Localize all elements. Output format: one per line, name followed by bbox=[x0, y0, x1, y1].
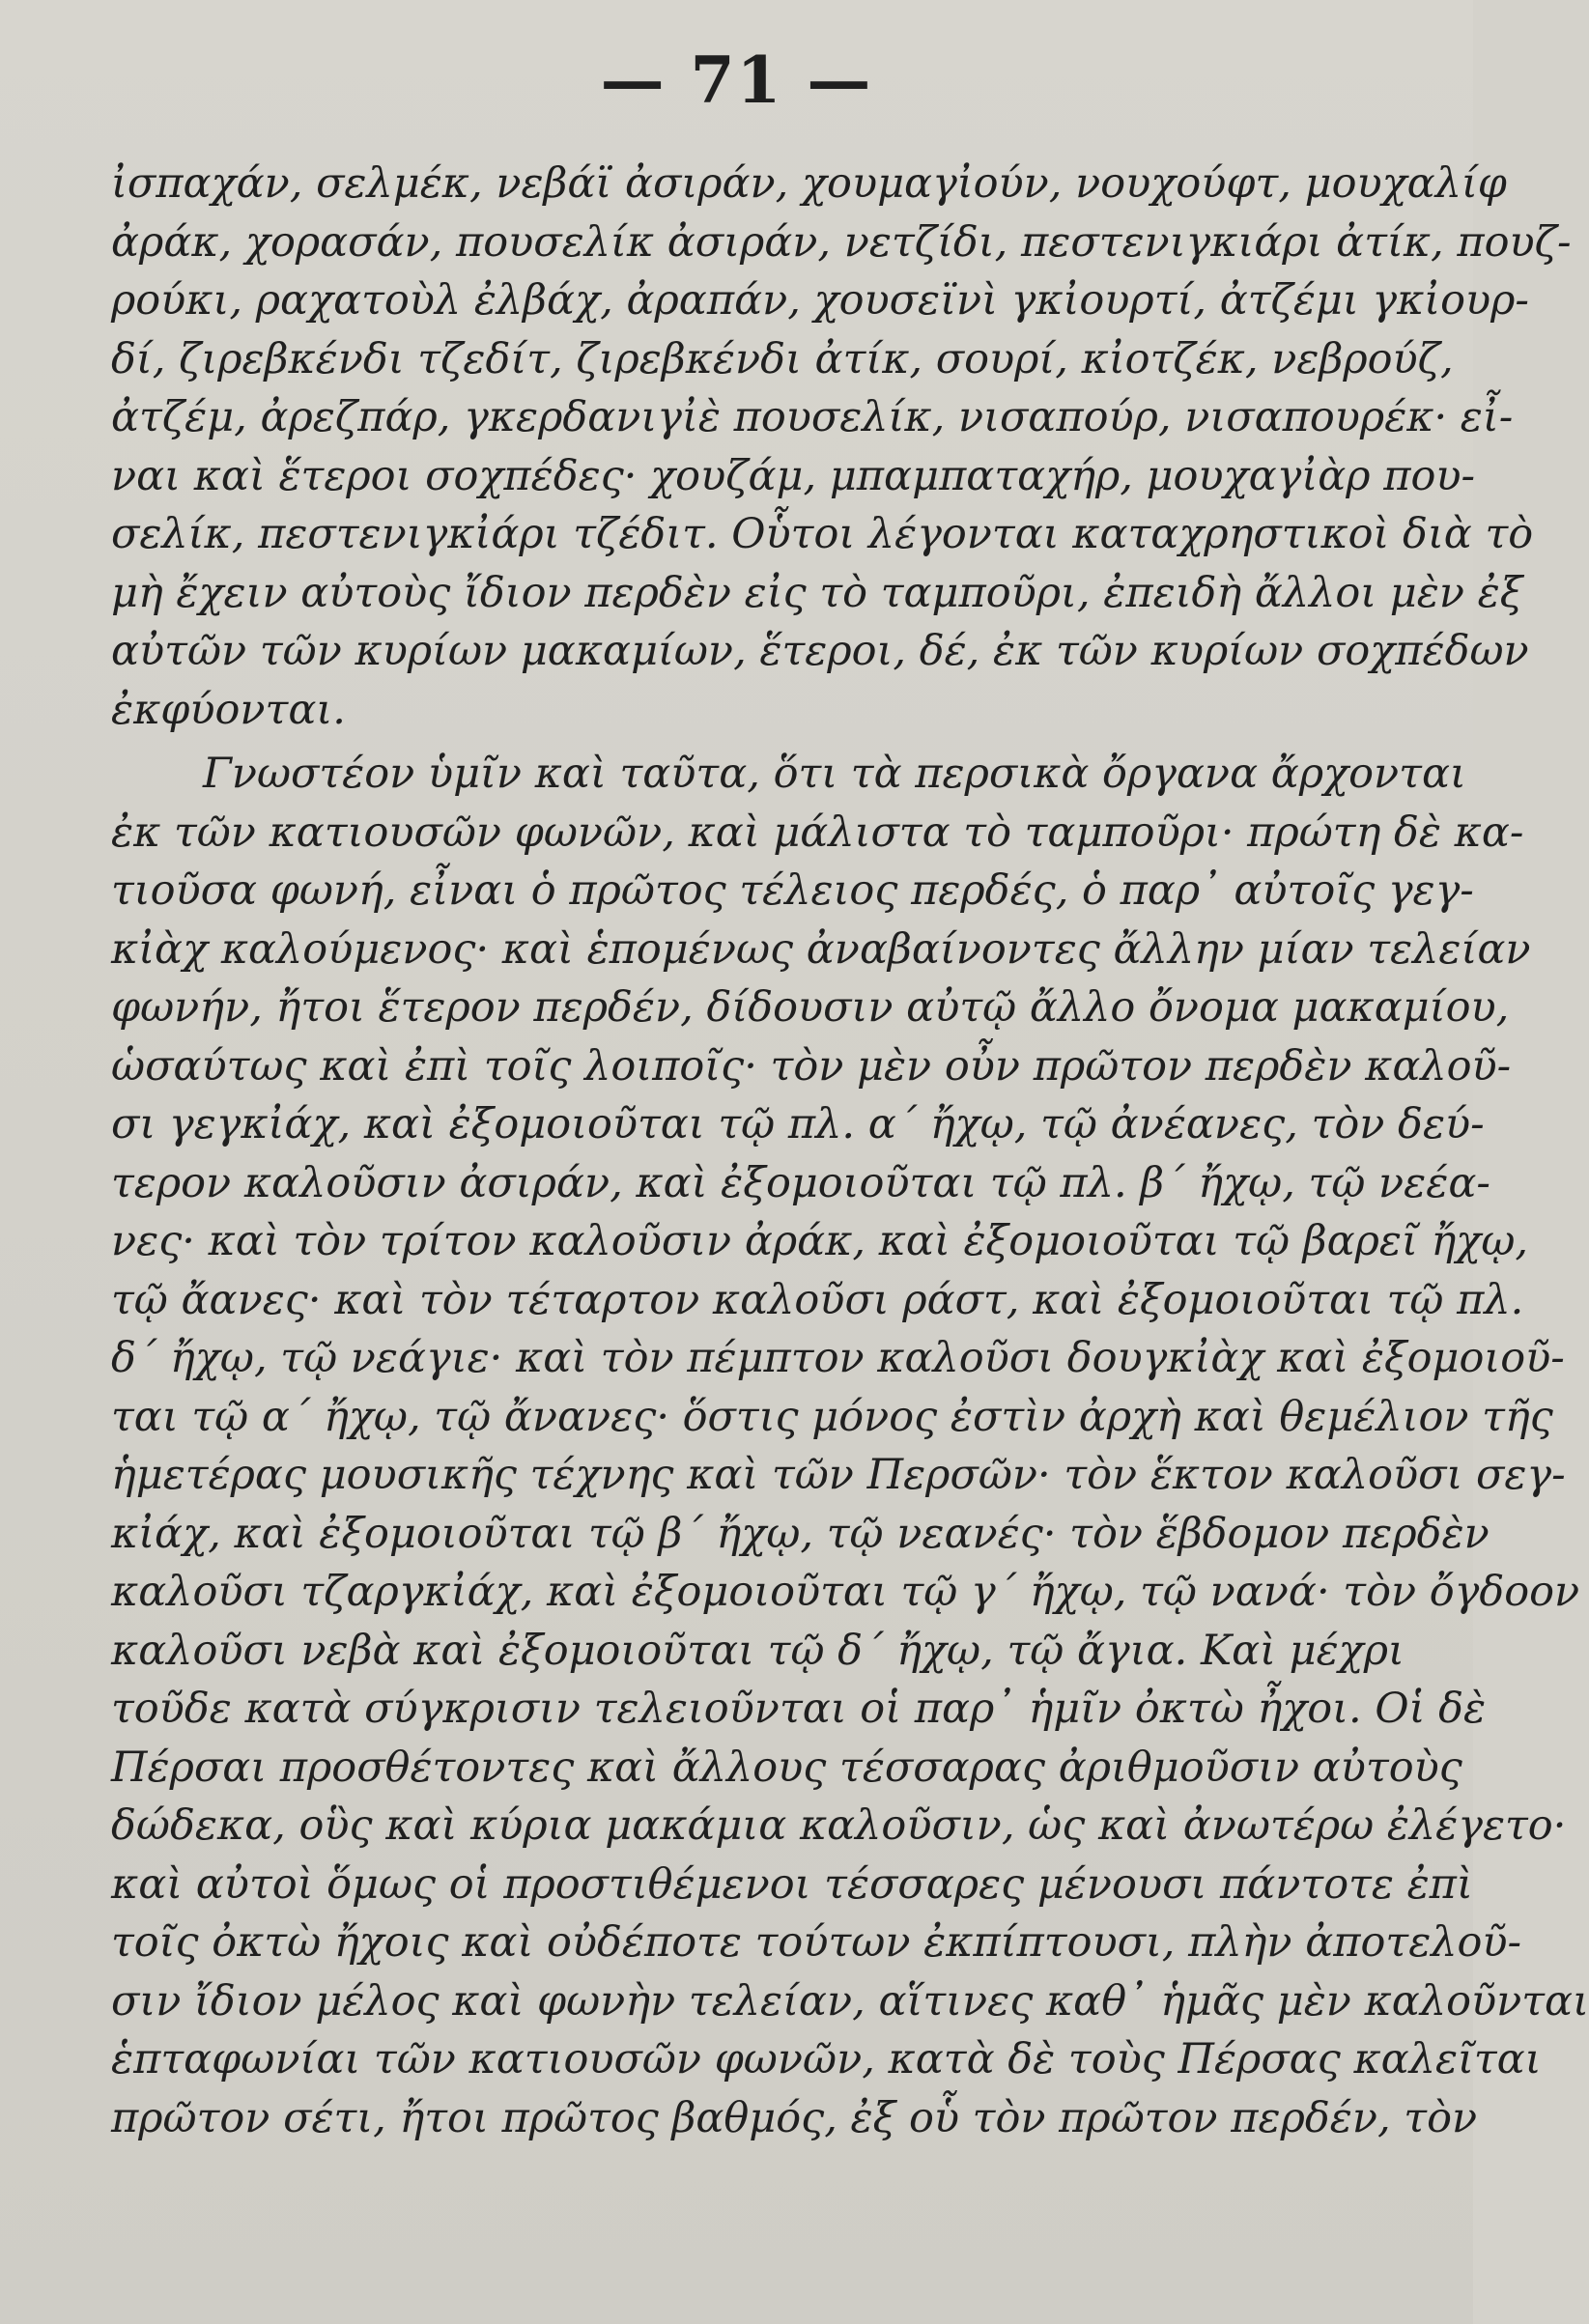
text-line: καλοῦσι νεβὰ καὶ ἐξομοιοῦται τῷ δ´ ἤχῳ, τῷ ἄγια. Καὶ μέχρι bbox=[111, 1626, 1405, 1675]
text-line: ἑπταφωνίαι τῶν κατιουσῶν φωνῶν, κατὰ δὲ τοὺς Πέρσας καλεῖται bbox=[111, 2035, 1542, 2083]
text-line: ρούκι, ραχατοὺλ ἐλβάχ, ἀραπάν, χουσεϊνὶ γκἰουρτί, ἀτζέμι γκἰουρ- bbox=[111, 276, 1529, 325]
text-line: καὶ αὐτοὶ ὅμως οἱ προστιθέμενοι τέσσαρες μένουσι πάντοτε ἐπὶ bbox=[111, 1859, 1473, 1909]
text-line: νες· καὶ τὸν τρίτον καλοῦσιν ἀράκ, καὶ ἐξομοιοῦται τῷ βαρεῖ ἤχῳ, bbox=[111, 1217, 1529, 1265]
text-line: σελίκ, πεστενιγκἰάρι τζέδιτ. Οὗτοι λέγονται καταχρηστικοὶ διὰ τὸ bbox=[111, 510, 1534, 558]
text-line: Γνωστέον ὑμῖν καὶ ταῦτα, ὅτι τὰ περσικὰ ὄργανα ἄρχονται bbox=[203, 750, 1466, 798]
text-line: πρῶτον σέτι, ἤτοι πρῶτος βαθμός, ἐξ οὗ τὸν πρῶτον περδέν, τὸν bbox=[111, 2093, 1478, 2142]
text-line: σιν ἴδιον μέλος καὶ φωνὴν τελείαν, αἵτινες καθ᾽ ἡμᾶς μὲν καλοῦνται bbox=[111, 1976, 1589, 2026]
text-line: φωνήν, ἤτοι ἕτερον περδέν, δίδουσιν αὐτῷ ἄλλο ὄνομα μακαμίου, bbox=[111, 983, 1510, 1032]
text-line: δώδεκα, οὓς καὶ κύρια μακάμια καλοῦσιν, ὡς καὶ ἀνωτέρω ἐλέγετο· bbox=[111, 1801, 1567, 1850]
text-line: ἀράκ, χορασάν, πουσελίκ ἀσιράν, νετζίδι, πεστενιγκιάρι ἀτίκ, πουζ- bbox=[111, 217, 1572, 267]
text-line: δί, ζιρεβκένδι τζεδίτ, ζιρεβκένδι ἀτίκ, σουρί, κἰοτζέκ, νεβρούζ, bbox=[111, 334, 1454, 383]
text-line: αὐτῶν τῶν κυρίων μακαμίων, ἕτεροι, δέ, ἐκ τῶν κυρίων σοχπέδων bbox=[111, 627, 1529, 675]
text-line: καλοῦσι τζαργκἰάχ, καὶ ἐξομοιοῦται τῷ γ´ ἤχῳ, τῷ νανά· τὸν ὄγδοον bbox=[111, 1568, 1580, 1616]
text-line: δ´ ἤχῳ, τῷ νεάγιε· καὶ τὸν πέμπτον καλοῦσι δουγκἰὰχ καὶ ἐξομοιοῦ- bbox=[111, 1334, 1565, 1382]
text-line: ἐκ τῶν κατιουσῶν φωνῶν, καὶ μάλιστα τὸ ταμποῦρι· πρώτη δὲ κα- bbox=[111, 808, 1524, 857]
text-line: τῷ ἄανες· καὶ τὸν τέταρτον καλοῦσι ράστ, καὶ ἐξομοιοῦται τῷ πλ. bbox=[111, 1275, 1524, 1324]
paragraph-1 bbox=[111, 155, 1572, 739]
text-line: ἀτζέμ, ἀρεζπάρ, γκερδανιγἰὲ πουσελίκ, νισαπούρ, νισαπουρέκ· εἶ- bbox=[111, 393, 1514, 441]
text-line: Πέρσαι προσθέτοντες καὶ ἄλλους τέσσαρας ἀριθμοῦσιν αὐτοὺς bbox=[111, 1743, 1462, 1792]
text-line: τοῦδε κατὰ σύγκρισιν τελειοῦνται οἱ παρ᾽ ἡμῖν ὀκτὼ ἦχοι. Οἱ δὲ bbox=[111, 1685, 1487, 1733]
text-line: τερον καλοῦσιν ἀσιράν, καὶ ἐξομοιοῦται τῷ πλ. β´ ἤχῳ, τῷ νεέα- bbox=[111, 1158, 1490, 1207]
text-line: κἰὰχ καλούμενος· καὶ ἑπομένως ἀναβαίνοντες ἄλλην μίαν τελείαν bbox=[111, 924, 1531, 974]
text-line: τοῖς ὀκτὼ ἤχοις καὶ οὐδέποτε τούτων ἐκπίπτουσι, πλὴν ἀποτελοῦ- bbox=[111, 1918, 1522, 1967]
text-line: ται τῷ α´ ἤχῳ, τῷ ἄνανες· ὅστις μόνος ἐστὶν ἀρχὴ καὶ θεμέλιον τῆς bbox=[111, 1392, 1553, 1441]
body-text bbox=[111, 155, 1589, 2147]
text-line: ἐκφύονται. bbox=[111, 685, 346, 734]
text-line: μὴ ἔχειν αὐτοὺς ἴδιον περδὲν εἰς τὸ ταμποῦρι, ἐπειδὴ ἄλλοι μὲν ἐξ bbox=[111, 568, 1523, 617]
text-line: ἰσπαχάν, σελμέκ, νεβάϊ ἀσιράν, χουμαγἰούν, νουχούφτ, μουχαλίφ bbox=[111, 159, 1507, 208]
text-line: ὡσαύτως καὶ ἐπὶ τοῖς λοιποῖς· τὸν μὲν οὖν πρῶτον περδὲν καλοῦ- bbox=[111, 1041, 1512, 1091]
paragraph-2 bbox=[111, 745, 1589, 2147]
text-line: ἡμετέρας μουσικῆς τέχνης καὶ τῶν Περσῶν· τὸν ἕκτον καλοῦσι σεγ- bbox=[111, 1451, 1566, 1499]
text-line: τιοῦσα φωνή, εἶναι ὁ πρῶτος τέλειος περδές, ὁ παρ᾽ αὐτοῖς γεγ- bbox=[111, 866, 1474, 915]
text-line: σι γεγκἰάχ, καὶ ἐξομοιοῦται τῷ πλ. α´ ἤχῳ, τῷ ἀνέανες, τὸν δεύ- bbox=[111, 1100, 1485, 1148]
page-number: — 71 — bbox=[600, 43, 873, 118]
text-line: ναι καὶ ἕτεροι σοχπέδες· χουζάμ, μπαμπαταχήρ, μουχαγἰὰρ που- bbox=[111, 451, 1476, 500]
text-line: κἰάχ, καὶ ἐξομοιοῦται τῷ β´ ἤχῳ, τῷ νεανές· τὸν ἕβδομον περδὲν bbox=[111, 1509, 1490, 1558]
